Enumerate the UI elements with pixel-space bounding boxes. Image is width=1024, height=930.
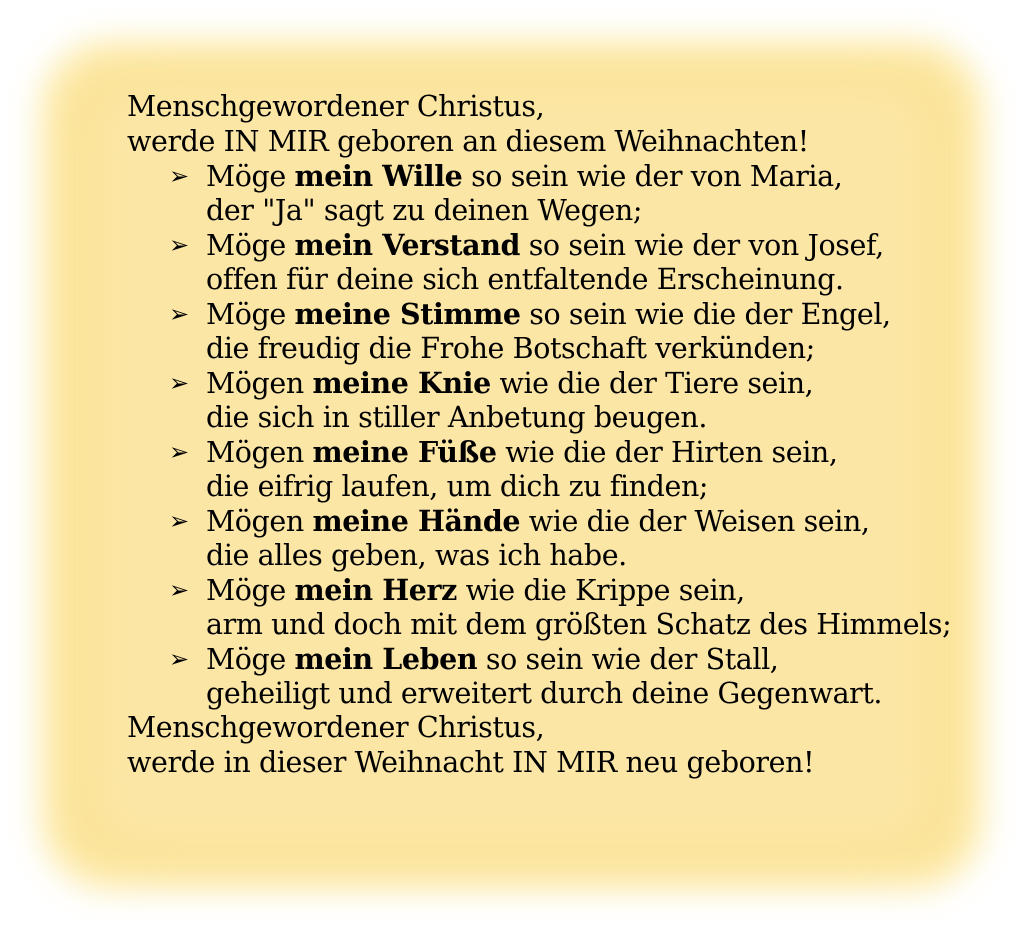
item-continuation: die alles geben, was ich habe.	[206, 538, 627, 572]
item-continuation: offen für deine sich entfaltende Erscheinung.	[206, 262, 844, 296]
item-emphasis: meine Knie	[312, 366, 491, 400]
item-emphasis: meine Hände	[312, 504, 521, 538]
outro-line-2: werde in dieser Weihnacht IN MIR neu geboren!	[127, 745, 815, 779]
prayer-text	[127, 90, 951, 780]
item-continuation: geheiligt und erweitert durch deine Gegenwart.	[206, 676, 883, 710]
arrowhead-bullet-icon: ➢	[169, 645, 189, 673]
item-continuation: die freudig die Frohe Botschaft verkünden;	[206, 331, 815, 365]
item-first-line: Möge mein Verstand so sein wie der von Josef,	[206, 228, 884, 262]
list-item	[127, 366, 951, 435]
list-item	[127, 159, 951, 228]
item-first-line: Möge meine Stimme so sein wie die der Engel,	[206, 297, 891, 331]
item-emphasis: mein Herz	[294, 573, 457, 607]
item-first-line: Mögen meine Füße wie die der Hirten sein,	[206, 435, 838, 469]
list-item	[127, 642, 951, 711]
arrowhead-bullet-icon: ➢	[169, 300, 189, 328]
arrowhead-bullet-icon: ➢	[169, 507, 189, 535]
item-continuation: die eifrig laufen, um dich zu finden;	[206, 469, 709, 503]
list-item	[127, 228, 951, 297]
item-emphasis: mein Leben	[294, 642, 478, 676]
arrowhead-bullet-icon: ➢	[169, 231, 189, 259]
list-item	[127, 297, 951, 366]
intro-line-1: Menschgewordener Christus,	[127, 90, 545, 123]
item-continuation: arm und doch mit dem größten Schatz des Himmels;	[206, 607, 952, 641]
list-item	[127, 504, 951, 573]
item-continuation: die sich in stiller Anbetung beugen.	[206, 400, 708, 434]
arrowhead-bullet-icon: ➢	[169, 369, 189, 397]
item-emphasis: mein Wille	[294, 159, 463, 193]
item-continuation: der "Ja" sagt zu deinen Wegen;	[206, 193, 643, 227]
intro-line-2: werde IN MIR geboren an diesem Weihnachten!	[127, 124, 809, 158]
list-item	[127, 435, 951, 504]
item-first-line: Möge mein Wille so sein wie der von Maria,	[206, 159, 843, 193]
arrowhead-bullet-icon: ➢	[169, 438, 189, 466]
arrowhead-bullet-icon: ➢	[169, 162, 189, 190]
item-emphasis: meine Stimme	[294, 297, 521, 331]
outro-line-1: Menschgewordener Christus,	[127, 711, 545, 744]
item-first-line: Möge mein Herz wie die Krippe sein,	[206, 573, 745, 607]
item-emphasis: meine Füße	[312, 435, 497, 469]
item-emphasis: mein Verstand	[294, 228, 521, 262]
arrowhead-bullet-icon: ➢	[169, 576, 189, 604]
item-first-line: Mögen meine Knie wie die der Tiere sein,	[206, 366, 814, 400]
item-first-line: Möge mein Leben so sein wie der Stall,	[206, 642, 779, 676]
item-first-line: Mögen meine Hände wie die der Weisen sein,	[206, 504, 870, 538]
list-item	[127, 573, 951, 642]
